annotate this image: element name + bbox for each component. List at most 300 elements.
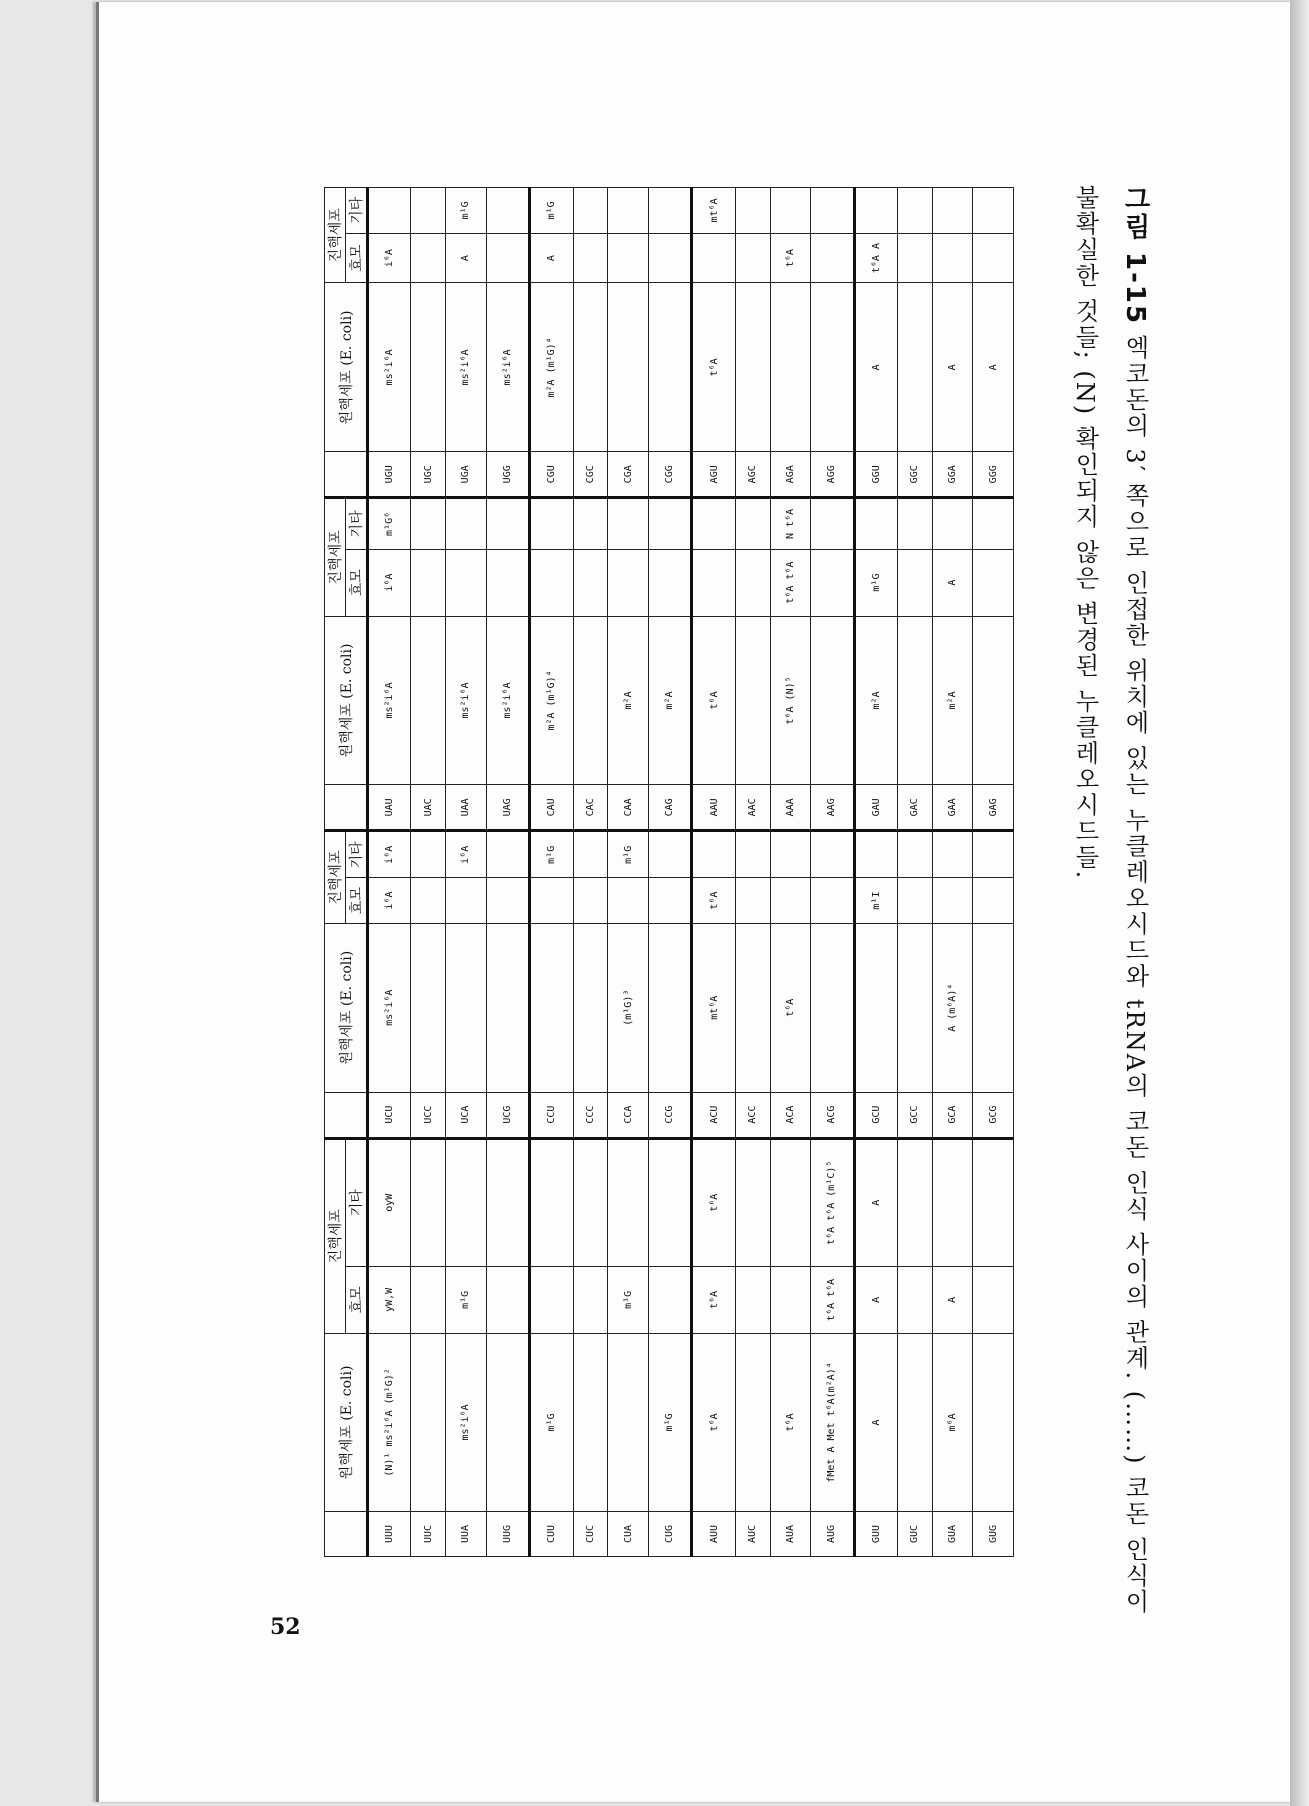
yeast-modification-cell (573, 549, 608, 616)
other-modification-cell (897, 831, 932, 878)
prokaryote-header: 원핵세포 (E. coli) (325, 283, 368, 452)
figure-caption (1060, 185, 1160, 1615)
other-modification-cell (811, 498, 854, 549)
yeast-modification-cell (973, 233, 1014, 283)
other-modification-cell (811, 188, 854, 234)
table-row (932, 188, 973, 1557)
codon-cell: AUC (735, 1512, 770, 1557)
yeast-modification-cell (811, 233, 854, 283)
other-modification-cell (411, 498, 446, 549)
eukaryote-header: 진핵세포 (325, 831, 346, 923)
ecoli-modification-cell (770, 283, 811, 452)
ecoli-modification-cell: m²A (854, 616, 897, 785)
codon-cell: CUA (608, 1512, 649, 1557)
ecoli-modification-cell (530, 923, 573, 1092)
prokaryote-header: 원핵세포 (E. coli) (325, 1333, 368, 1511)
yeast-modification-cell: t⁶A (692, 1266, 735, 1333)
other-header: 기타 (346, 498, 368, 549)
other-header: 기타 (346, 1138, 368, 1266)
other-modification-cell (854, 188, 897, 234)
ecoli-modification-cell (411, 923, 446, 1092)
other-modification-cell: m¹G (530, 831, 573, 878)
yeast-modification-cell: t⁶A t⁶A (811, 1266, 854, 1333)
yeast-modification-cell: A (854, 1266, 897, 1333)
ecoli-modification-cell (811, 923, 854, 1092)
yeast-modification-cell: A (932, 1266, 973, 1333)
codon-cell: CAA (608, 785, 649, 831)
codon-cell: CCA (608, 1092, 649, 1138)
codon-cell: AUG (811, 1512, 854, 1557)
codon-cell: CCU (530, 1092, 573, 1138)
codon-cell: AGG (811, 452, 854, 498)
other-modification-cell (608, 188, 649, 234)
yeast-modification-cell (770, 1266, 811, 1333)
codon-table-rotator (324, 187, 1014, 1557)
codon-cell: AUA (770, 1512, 811, 1557)
other-modification-cell (897, 498, 932, 549)
ecoli-modification-cell: ms²i⁶A (486, 616, 529, 785)
ecoli-modification-cell: t⁶A (770, 923, 811, 1092)
other-modification-cell: t⁶A (692, 1138, 735, 1266)
yeast-header: 효모 (346, 549, 368, 616)
other-modification-cell (486, 831, 529, 878)
yeast-modification-cell: i⁶A (368, 233, 411, 283)
codon-cell: UAC (411, 785, 446, 831)
codon-cell: GAA (932, 785, 973, 831)
codon-table-wrapper (324, 187, 1014, 1557)
ecoli-modification-cell: t⁶A (692, 1333, 735, 1511)
ecoli-modification-cell: A (854, 1333, 897, 1511)
ecoli-modification-cell: ms²i⁶A (368, 283, 411, 452)
other-header: 기타 (346, 831, 368, 878)
other-modification-cell (770, 188, 811, 234)
codon-cell: GGG (973, 452, 1014, 498)
other-modification-cell: N t⁶A (770, 498, 811, 549)
yeast-modification-cell: yW,W (368, 1266, 411, 1333)
table-row (530, 188, 573, 1557)
other-modification-cell (573, 831, 608, 878)
table-row (973, 188, 1014, 1557)
yeast-modification-cell (973, 549, 1014, 616)
table-row (648, 188, 691, 1557)
yeast-modification-cell (608, 878, 649, 924)
other-modification-cell (446, 498, 487, 549)
ecoli-modification-cell (973, 923, 1014, 1092)
ecoli-modification-cell (897, 616, 932, 785)
ecoli-modification-cell: t⁶A (692, 616, 735, 785)
other-modification-cell: m¹G (530, 188, 573, 234)
eukaryote-header: 진핵세포 (325, 188, 346, 284)
other-modification-cell (932, 188, 973, 234)
ecoli-modification-cell (411, 283, 446, 452)
ecoli-modification-cell: m²A (m¹G)⁴ (530, 283, 573, 452)
other-modification-cell (973, 831, 1014, 878)
other-modification-cell (573, 498, 608, 549)
codon-cell: GUA (932, 1512, 973, 1557)
yeast-modification-cell: m¹I (854, 878, 897, 924)
ecoli-modification-cell (897, 1333, 932, 1511)
yeast-modification-cell: i⁶A (368, 878, 411, 924)
table-row (573, 188, 608, 1557)
codon-cell: UUU (368, 1512, 411, 1557)
ecoli-modification-cell: A (854, 283, 897, 452)
caption-text: 엑코돈의 3′ 쪽으로 인접한 위치에 있는 누클레오시드와 tRNA의 코돈 인식 사이의 관계. (……) 코돈 인식이 불확실한 것들; (N) 확인되지 않은 변경된 누클레오시드들. (1071, 185, 1149, 1615)
ecoli-modification-cell: m²A (648, 616, 691, 785)
other-modification-cell: oyW (368, 1138, 411, 1266)
codon-cell: CAC (573, 785, 608, 831)
table-header-row (325, 188, 346, 1557)
yeast-modification-cell (735, 1266, 770, 1333)
other-modification-cell (692, 498, 735, 549)
other-modification-cell (573, 188, 608, 234)
other-modification-cell (608, 498, 649, 549)
ecoli-modification-cell: (N)¹ ms²i⁶A (m¹G)² (368, 1333, 411, 1511)
codon-cell: AGU (692, 452, 735, 498)
codon-cell: AGA (770, 452, 811, 498)
yeast-modification-cell (648, 1266, 691, 1333)
other-modification-cell: i⁶A (368, 831, 411, 878)
yeast-modification-cell (608, 549, 649, 616)
other-modification-cell: m¹G (608, 831, 649, 878)
ecoli-modification-cell: fMet A Met t⁶A(m²A)⁴ (811, 1333, 854, 1511)
ecoli-modification-cell (735, 923, 770, 1092)
codon-cell: UGG (486, 452, 529, 498)
codon-cell: AUU (692, 1512, 735, 1557)
ecoli-modification-cell (446, 923, 487, 1092)
yeast-modification-cell (648, 878, 691, 924)
yeast-modification-cell (411, 233, 446, 283)
codon-cell: CAG (648, 785, 691, 831)
yeast-modification-cell (932, 878, 973, 924)
ecoli-modification-cell: A (932, 283, 973, 452)
table-body (368, 188, 1014, 1557)
yeast-modification-cell (811, 878, 854, 924)
codon-cell: UUA (446, 1512, 487, 1557)
other-modification-cell (973, 498, 1014, 549)
yeast-header: 효모 (346, 1266, 368, 1333)
codon-cell: GCG (973, 1092, 1014, 1138)
yeast-modification-cell: t⁶A t⁶A (770, 549, 811, 616)
yeast-modification-cell (973, 878, 1014, 924)
codon-cell: CGG (648, 452, 691, 498)
codon-cell: AGC (735, 452, 770, 498)
ecoli-modification-cell (648, 923, 691, 1092)
yeast-modification-cell (932, 233, 973, 283)
other-modification-cell (932, 831, 973, 878)
ecoli-modification-cell: ms²i⁶A (368, 923, 411, 1092)
table-row (897, 188, 932, 1557)
other-modification-cell (573, 1138, 608, 1266)
codon-cell: GAC (897, 785, 932, 831)
yeast-modification-cell (530, 878, 573, 924)
ecoli-modification-cell (973, 1333, 1014, 1511)
codon-cell: UUG (486, 1512, 529, 1557)
yeast-modification-cell (692, 549, 735, 616)
yeast-modification-cell: t⁶A (692, 878, 735, 924)
codon-cell: GUG (973, 1512, 1014, 1557)
yeast-modification-cell (897, 878, 932, 924)
other-header: 기타 (346, 188, 368, 234)
ecoli-modification-cell (735, 1333, 770, 1511)
ecoli-modification-cell (854, 923, 897, 1092)
ecoli-modification-cell (411, 1333, 446, 1511)
codon-header-cell (325, 1512, 368, 1557)
yeast-modification-cell (897, 233, 932, 283)
yeast-modification-cell: m¹G (854, 549, 897, 616)
codon-cell: UCC (411, 1092, 446, 1138)
other-modification-cell (897, 188, 932, 234)
codon-cell: GGA (932, 452, 973, 498)
ecoli-modification-cell: A (m⁶A)⁴ (932, 923, 973, 1092)
codon-cell: CGC (573, 452, 608, 498)
ecoli-modification-cell: m¹G (648, 1333, 691, 1511)
other-modification-cell (486, 1138, 529, 1266)
codon-cell: GAU (854, 785, 897, 831)
table-row (811, 188, 854, 1557)
yeast-modification-cell (897, 549, 932, 616)
prokaryote-header: 원핵세포 (E. coli) (325, 923, 368, 1092)
ecoli-modification-cell: ms²i⁶A (446, 616, 487, 785)
codon-cell: GGU (854, 452, 897, 498)
table-row (770, 188, 811, 1557)
codon-cell: UGA (446, 452, 487, 498)
table-row (735, 188, 770, 1557)
other-modification-cell (368, 188, 411, 234)
yeast-modification-cell (811, 549, 854, 616)
codon-cell: AAG (811, 785, 854, 831)
table-row (854, 188, 897, 1557)
yeast-modification-cell (770, 878, 811, 924)
codon-cell: CCG (648, 1092, 691, 1138)
ecoli-modification-cell (811, 616, 854, 785)
yeast-header: 효모 (346, 233, 368, 283)
ecoli-modification-cell (735, 616, 770, 785)
codon-cell: UCG (486, 1092, 529, 1138)
yeast-modification-cell: m¹G (446, 1266, 487, 1333)
yeast-modification-cell: A (932, 549, 973, 616)
ecoli-modification-cell: t⁶A (692, 283, 735, 452)
other-modification-cell: A (854, 1138, 897, 1266)
ecoli-modification-cell (648, 283, 691, 452)
yeast-modification-cell (735, 549, 770, 616)
other-modification-cell (411, 1138, 446, 1266)
codon-cell: UCA (446, 1092, 487, 1138)
table-row (446, 188, 487, 1557)
yeast-modification-cell (573, 233, 608, 283)
other-modification-cell (973, 1138, 1014, 1266)
ecoli-modification-cell (608, 283, 649, 452)
codon-cell: UAU (368, 785, 411, 831)
yeast-modification-cell (411, 878, 446, 924)
other-modification-cell (932, 1138, 973, 1266)
ecoli-modification-cell (573, 283, 608, 452)
codon-header-cell (325, 785, 368, 831)
yeast-modification-cell (486, 549, 529, 616)
other-modification-cell (854, 498, 897, 549)
other-modification-cell (648, 498, 691, 549)
codon-cell: UCU (368, 1092, 411, 1138)
other-modification-cell (811, 831, 854, 878)
other-modification-cell: m¹G (446, 188, 487, 234)
yeast-modification-cell: m¹G (608, 1266, 649, 1333)
ecoli-modification-cell: m¹G (530, 1333, 573, 1511)
other-modification-cell (854, 831, 897, 878)
other-modification-cell (897, 1138, 932, 1266)
other-modification-cell (973, 188, 1014, 234)
ecoli-modification-cell: m²A (932, 616, 973, 785)
other-modification-cell: m¹G⁶ (368, 498, 411, 549)
ecoli-modification-cell: ms²i⁶A (446, 283, 487, 452)
other-modification-cell (932, 498, 973, 549)
yeast-modification-cell (530, 549, 573, 616)
other-modification-cell (530, 1138, 573, 1266)
other-modification-cell (530, 498, 573, 549)
yeast-header: 효모 (346, 878, 368, 924)
codon-cell: CCC (573, 1092, 608, 1138)
other-modification-cell: mt⁶A (692, 188, 735, 234)
codon-cell: UGU (368, 452, 411, 498)
ecoli-modification-cell (973, 616, 1014, 785)
yeast-modification-cell (573, 1266, 608, 1333)
eukaryote-header: 진핵세포 (325, 498, 346, 616)
codon-cell: GCA (932, 1092, 973, 1138)
yeast-modification-cell: A (530, 233, 573, 283)
codon-cell: CUC (573, 1512, 608, 1557)
yeast-modification-cell (530, 1266, 573, 1333)
codon-cell: ACA (770, 1092, 811, 1138)
other-modification-cell (486, 498, 529, 549)
codon-cell: ACC (735, 1092, 770, 1138)
yeast-modification-cell (446, 878, 487, 924)
ecoli-modification-cell: (m¹G)³ (608, 923, 649, 1092)
codon-cell: AAC (735, 785, 770, 831)
table-row (368, 188, 411, 1557)
other-modification-cell (735, 831, 770, 878)
yeast-modification-cell (692, 233, 735, 283)
yeast-modification-cell (897, 1266, 932, 1333)
ecoli-modification-cell: t⁶A (770, 1333, 811, 1511)
yeast-modification-cell: i⁶A (368, 549, 411, 616)
codon-cell: AAU (692, 785, 735, 831)
codon-cell: GUC (897, 1512, 932, 1557)
other-modification-cell (486, 188, 529, 234)
codon-cell: AAA (770, 785, 811, 831)
codon-cell: UGC (411, 452, 446, 498)
ecoli-modification-cell (608, 1333, 649, 1511)
ecoli-modification-cell: ms²i⁶A (368, 616, 411, 785)
yeast-modification-cell (735, 878, 770, 924)
other-modification-cell (735, 188, 770, 234)
ecoli-modification-cell: t⁶A (N)⁵ (770, 616, 811, 785)
table-row (486, 188, 529, 1557)
other-modification-cell (411, 831, 446, 878)
other-modification-cell (735, 498, 770, 549)
table-row (692, 188, 735, 1557)
ecoli-modification-cell: mt⁶A (692, 923, 735, 1092)
ecoli-modification-cell: m²A (608, 616, 649, 785)
ecoli-modification-cell (573, 923, 608, 1092)
ecoli-modification-cell (486, 1333, 529, 1511)
yeast-modification-cell (411, 1266, 446, 1333)
table-row (411, 188, 446, 1557)
codon-cell: ACG (811, 1092, 854, 1138)
ecoli-modification-cell (811, 283, 854, 452)
codon-cell: GCC (897, 1092, 932, 1138)
ecoli-modification-cell (573, 1333, 608, 1511)
ecoli-modification-cell: A (973, 283, 1014, 452)
prokaryote-header: 원핵세포 (E. coli) (325, 616, 368, 785)
yeast-modification-cell: t⁶A (770, 233, 811, 283)
codon-cell: CGA (608, 452, 649, 498)
other-modification-cell (648, 1138, 691, 1266)
page-edge (1290, 0, 1309, 1806)
ecoli-modification-cell (411, 616, 446, 785)
other-modification-cell (648, 188, 691, 234)
other-modification-cell (446, 1138, 487, 1266)
codon-cell: CUG (648, 1512, 691, 1557)
other-modification-cell: i⁶A (446, 831, 487, 878)
other-modification-cell (608, 1138, 649, 1266)
yeast-modification-cell: A (446, 233, 487, 283)
ecoli-modification-cell: ms²i⁶A (486, 283, 529, 452)
ecoli-modification-cell (897, 283, 932, 452)
ecoli-modification-cell: ms²i⁶A (446, 1333, 487, 1511)
yeast-modification-cell (735, 233, 770, 283)
table-row (608, 188, 649, 1557)
yeast-modification-cell (411, 549, 446, 616)
yeast-modification-cell (486, 1266, 529, 1333)
ecoli-modification-cell (897, 923, 932, 1092)
codon-cell: ACU (692, 1092, 735, 1138)
other-modification-cell (648, 831, 691, 878)
ecoli-modification-cell (573, 616, 608, 785)
codon-cell: CUU (530, 1512, 573, 1557)
codon-cell: UAG (486, 785, 529, 831)
yeast-modification-cell (486, 878, 529, 924)
other-modification-cell (735, 1138, 770, 1266)
page-number: 52 (270, 1614, 301, 1640)
codon-cell: GUU (854, 1512, 897, 1557)
yeast-modification-cell (973, 1266, 1014, 1333)
codon-cell: UAA (446, 785, 487, 831)
codon-cell: GAG (973, 785, 1014, 831)
yeast-modification-cell (446, 549, 487, 616)
codon-header-cell (325, 1092, 368, 1138)
ecoli-modification-cell (486, 923, 529, 1092)
other-modification-cell: t⁶A t⁶A (m¹C)⁵ (811, 1138, 854, 1266)
yeast-modification-cell (648, 233, 691, 283)
codon-cell: GGC (897, 452, 932, 498)
yeast-modification-cell: t⁶A A (854, 233, 897, 283)
codon-cell: UUC (411, 1512, 446, 1557)
other-modification-cell (770, 831, 811, 878)
ecoli-modification-cell: m⁶A (932, 1333, 973, 1511)
eukaryote-header: 진핵세포 (325, 1138, 346, 1333)
codon-header-cell (325, 452, 368, 498)
other-modification-cell (770, 1138, 811, 1266)
ecoli-modification-cell (735, 283, 770, 452)
codon-cell: GCU (854, 1092, 897, 1138)
codon-cell: CAU (530, 785, 573, 831)
other-modification-cell (411, 188, 446, 234)
caption-label: 그림 1-15 (1120, 185, 1150, 326)
ecoli-modification-cell: m²A (m¹G)⁴ (530, 616, 573, 785)
codon-table (324, 187, 1014, 1557)
yeast-modification-cell (573, 878, 608, 924)
yeast-modification-cell (486, 233, 529, 283)
yeast-modification-cell (648, 549, 691, 616)
yeast-modification-cell (608, 233, 649, 283)
